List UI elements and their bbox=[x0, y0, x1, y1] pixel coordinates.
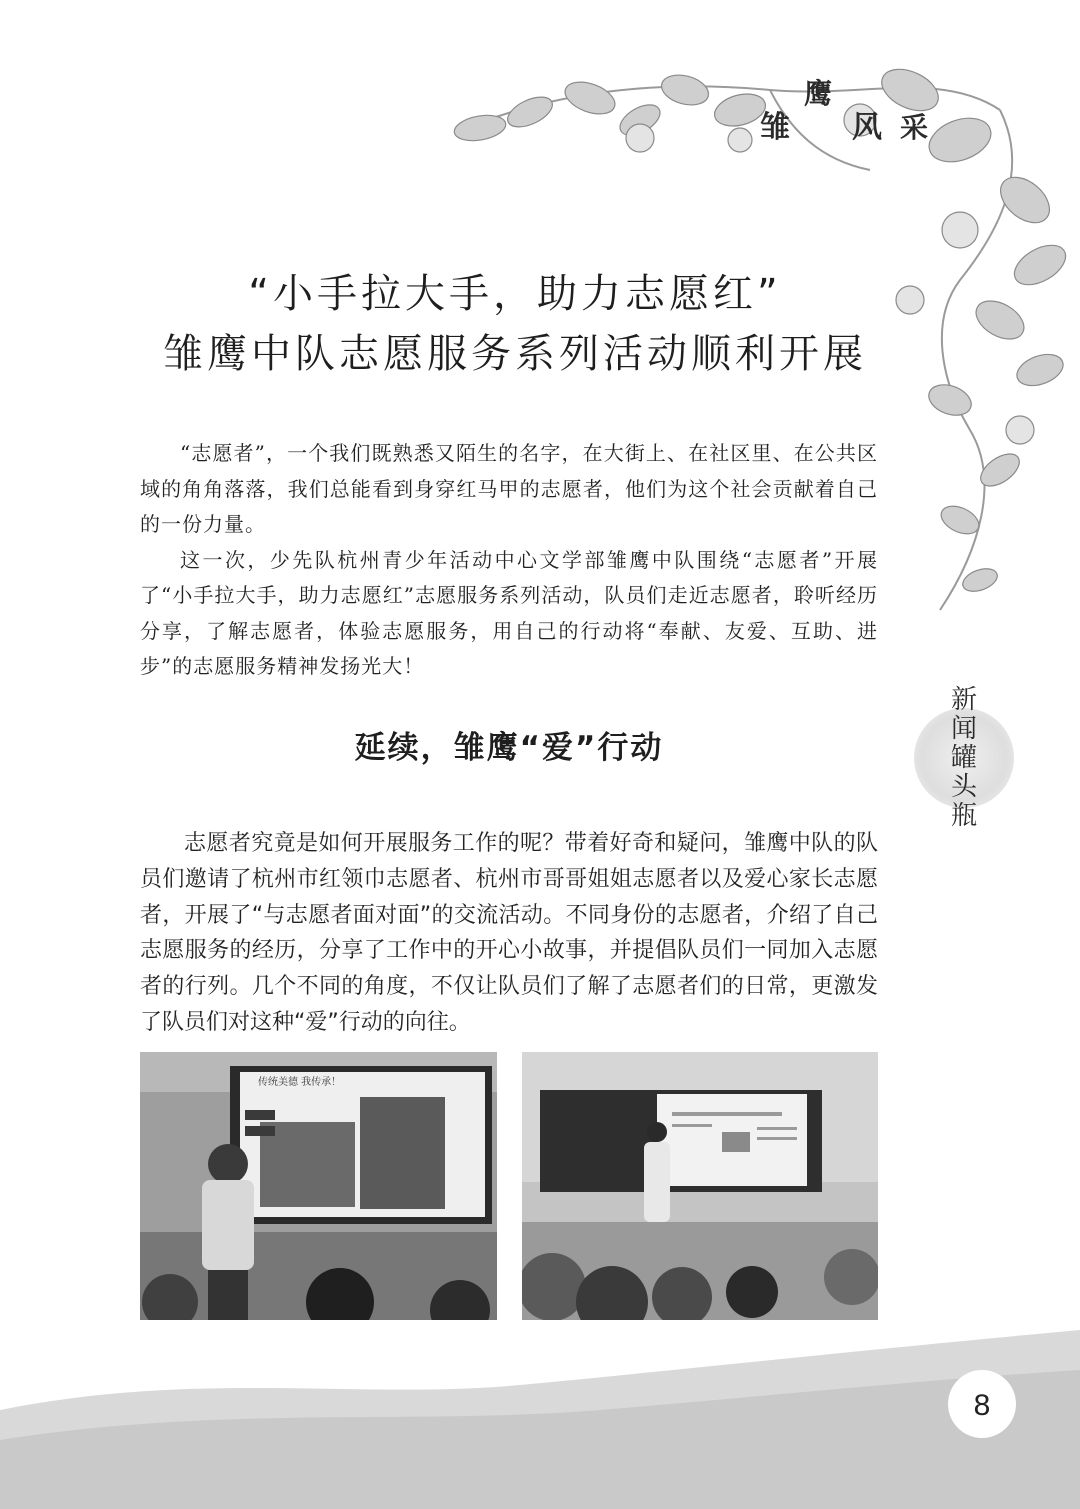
column-char: 鹰 bbox=[804, 77, 833, 110]
article-title-line1: “小手拉大手，助力志愿红” bbox=[248, 271, 782, 317]
side-tab-char: 罐 bbox=[950, 743, 977, 773]
screen-title: 传统美德 我传承！ bbox=[258, 1077, 342, 1088]
column-name bbox=[760, 68, 950, 148]
side-tab-char: 瓶 bbox=[950, 801, 977, 831]
intro-paragraphs bbox=[140, 436, 878, 685]
side-column-tab bbox=[910, 686, 1020, 846]
column-char: 采 bbox=[900, 111, 929, 144]
side-tab-char: 闻 bbox=[950, 714, 977, 744]
photo-volunteer-presenting bbox=[522, 1052, 878, 1320]
intro-paragraph: “志愿者”，一个我们既熟悉又陌生的名字，在大街上、在社区里、在公共区域的角角落落，我们总能看到身穿红马甲的志愿者，他们为这个社会贡献着自己的一份力量。 bbox=[140, 441, 878, 536]
column-char: 风 bbox=[852, 110, 882, 145]
column-char: 雏 bbox=[760, 110, 790, 145]
photo-student-presenting bbox=[140, 1052, 497, 1320]
body-paragraphs bbox=[140, 826, 878, 1041]
photo-volunteer-presenting-image bbox=[522, 1052, 878, 1320]
section-title: 延续，雏鹰“爱”行动 bbox=[354, 730, 664, 766]
page-number: 8 bbox=[950, 1372, 1014, 1436]
side-tab-char: 头 bbox=[950, 772, 977, 802]
side-tab-label bbox=[944, 686, 984, 831]
article-title-line2: 雏鹰中队志愿服务系列活动顺利开展 bbox=[163, 331, 867, 377]
side-tab-char: 新 bbox=[950, 685, 977, 715]
bottom-wave-decoration bbox=[0, 1330, 1080, 1509]
photo-student-presenting-image bbox=[140, 1052, 497, 1320]
intro-paragraph: 这一次，少先队杭州青少年活动中心文学部雏鹰中队围绕“志愿者”开展了“小手拉大手，助力志愿红”志愿服务系列活动，队员们走近志愿者，聆听经历分享，了解志愿者，体验志愿服务，用自己的行动将“奉献、友爱、互助、进步”的志愿服务精神发扬光大！ bbox=[140, 547, 878, 678]
body-paragraph: 志愿者究竟是如何开展服务工作的呢？带着好奇和疑问，雏鹰中队的队员们邀请了杭州市红领巾志愿者、杭州市哥哥姐姐志愿者以及爱心家长志愿者，开展了“与志愿者面对面”的交流活动。不同身份的志愿者，介绍了自己志愿服务的经历，分享了工作中的开心小故事，并提倡队员们一同加入志愿者的行列。几个不同的角度，不仅让队员们了解了志愿者们的日常，更激发了队员们对这种“爱”行动的向往。 bbox=[140, 831, 878, 1035]
